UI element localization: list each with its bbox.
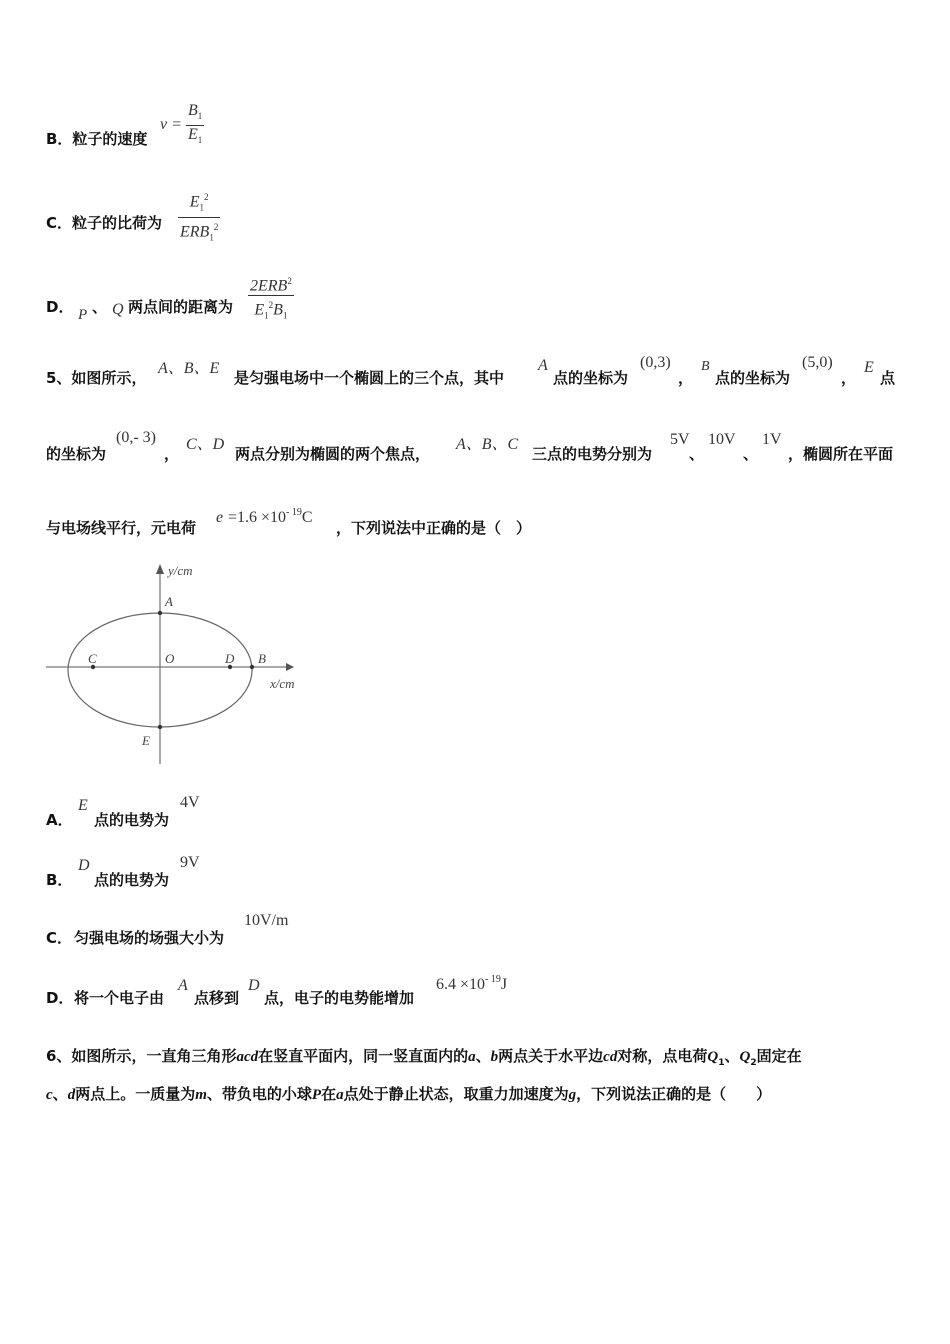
q4-option-b-label: B．粒子的速度 (46, 130, 148, 148)
potential-a: 5V (670, 431, 690, 448)
y-axis-arrow (156, 564, 164, 574)
q5-line-2: 的坐标为 (0,- 3) ， C、D 两点分别为椭圆的两个焦点， A、B、C 三点的电势分别为 5V 、 10V 、 1V ，椭圆所在平面 (46, 429, 894, 463)
points-abe: A、B、E (158, 360, 220, 377)
q6-line-2: c、d两点上。一质量为m、带负电的小球P在a点处于静止状态，取重力加速度为g，下列说法正确的是（ ） (46, 1085, 772, 1103)
option-b-value: 9V (180, 854, 200, 871)
label-e: E (142, 733, 150, 748)
q4-option-b (46, 128, 147, 149)
q4-option-b-lhs: v = (160, 116, 182, 133)
x-axis-arrow (286, 663, 294, 671)
coord-a: (0,3) (640, 354, 671, 371)
point-a-dot (158, 611, 162, 615)
label-d: D (225, 651, 235, 666)
label-o: O (165, 651, 175, 666)
y-axis-label: y/cm (168, 563, 193, 578)
elementary-charge: $=1.6 \times 10^{- 19}C$ (228, 507, 313, 526)
coord-e: (0,- 3) (116, 429, 156, 446)
q5-line-3: 与电场线平行，元电荷 e $=1.6 \times 10^{- 19}C$ ，下列说法中正确的是（ ） (46, 507, 532, 537)
label-b: B (258, 651, 266, 666)
points-cd: C、D (186, 436, 225, 453)
point-q: Q (112, 301, 124, 318)
q5-line-1: 5、如图所示， A、B、E 是匀强电场中一个椭圆上的三个点，其中 A 点的坐标为 (0,3) ， B 点的坐标为 (5,0) ， E 点 (46, 354, 896, 387)
q5-option-d[interactable]: D． 将一个电子由 A 点移到 D 点，电子的电势能增加 $6.4 \times 10^{- 19}J$ (46, 974, 508, 1007)
q4-option-b-fraction: $B_1$ $E_1$ (188, 102, 203, 146)
points-abc: A、B、C (456, 436, 519, 453)
q5-option-c[interactable]: C． 匀强电场的场强大小为 10V/m (46, 912, 289, 947)
label-a: A (165, 594, 173, 609)
coord-b: (5,0) (802, 354, 833, 371)
label-c: C (88, 651, 97, 666)
q6-line-1: 6、如图所示，一直角三角形acd在竖直平面内，同一竖直面内的a、b两点关于水平边cd对称，点电荷$Q_1$、$Q_2$固定在 (46, 1047, 802, 1068)
q4-option-d-fraction: 2ERB$^2$ $E_1^2B_1$ (250, 276, 292, 321)
q4-option-c-fraction: $E_1^2$ $ERB_1^2$ (180, 192, 219, 243)
q5-option-b[interactable]: B． D 点的电势为 9V (46, 854, 200, 889)
potential-b: 10V (708, 431, 736, 448)
q4-option-d-label: 两点间的距离为 (128, 298, 234, 316)
x-axis-label: x/cm (270, 676, 295, 691)
point-b-dot (250, 665, 254, 669)
option-d-value: $6.4 \times 10^{- 19}J$ (436, 974, 508, 993)
q5-option-a[interactable]: A． E 点的电势为 4V (46, 794, 200, 829)
q4-option-d: D． (46, 298, 74, 316)
option-c-value: 10V/m (244, 912, 289, 929)
point-e-dot (158, 725, 162, 729)
point-p: P (78, 307, 88, 323)
potential-c: 1V (762, 431, 782, 448)
q4-option-c (46, 212, 162, 233)
ellipse-figure (44, 560, 314, 770)
option-a-value: 4V (180, 794, 200, 811)
q4-option-c-label: C．粒子的比荷为 (46, 214, 163, 232)
